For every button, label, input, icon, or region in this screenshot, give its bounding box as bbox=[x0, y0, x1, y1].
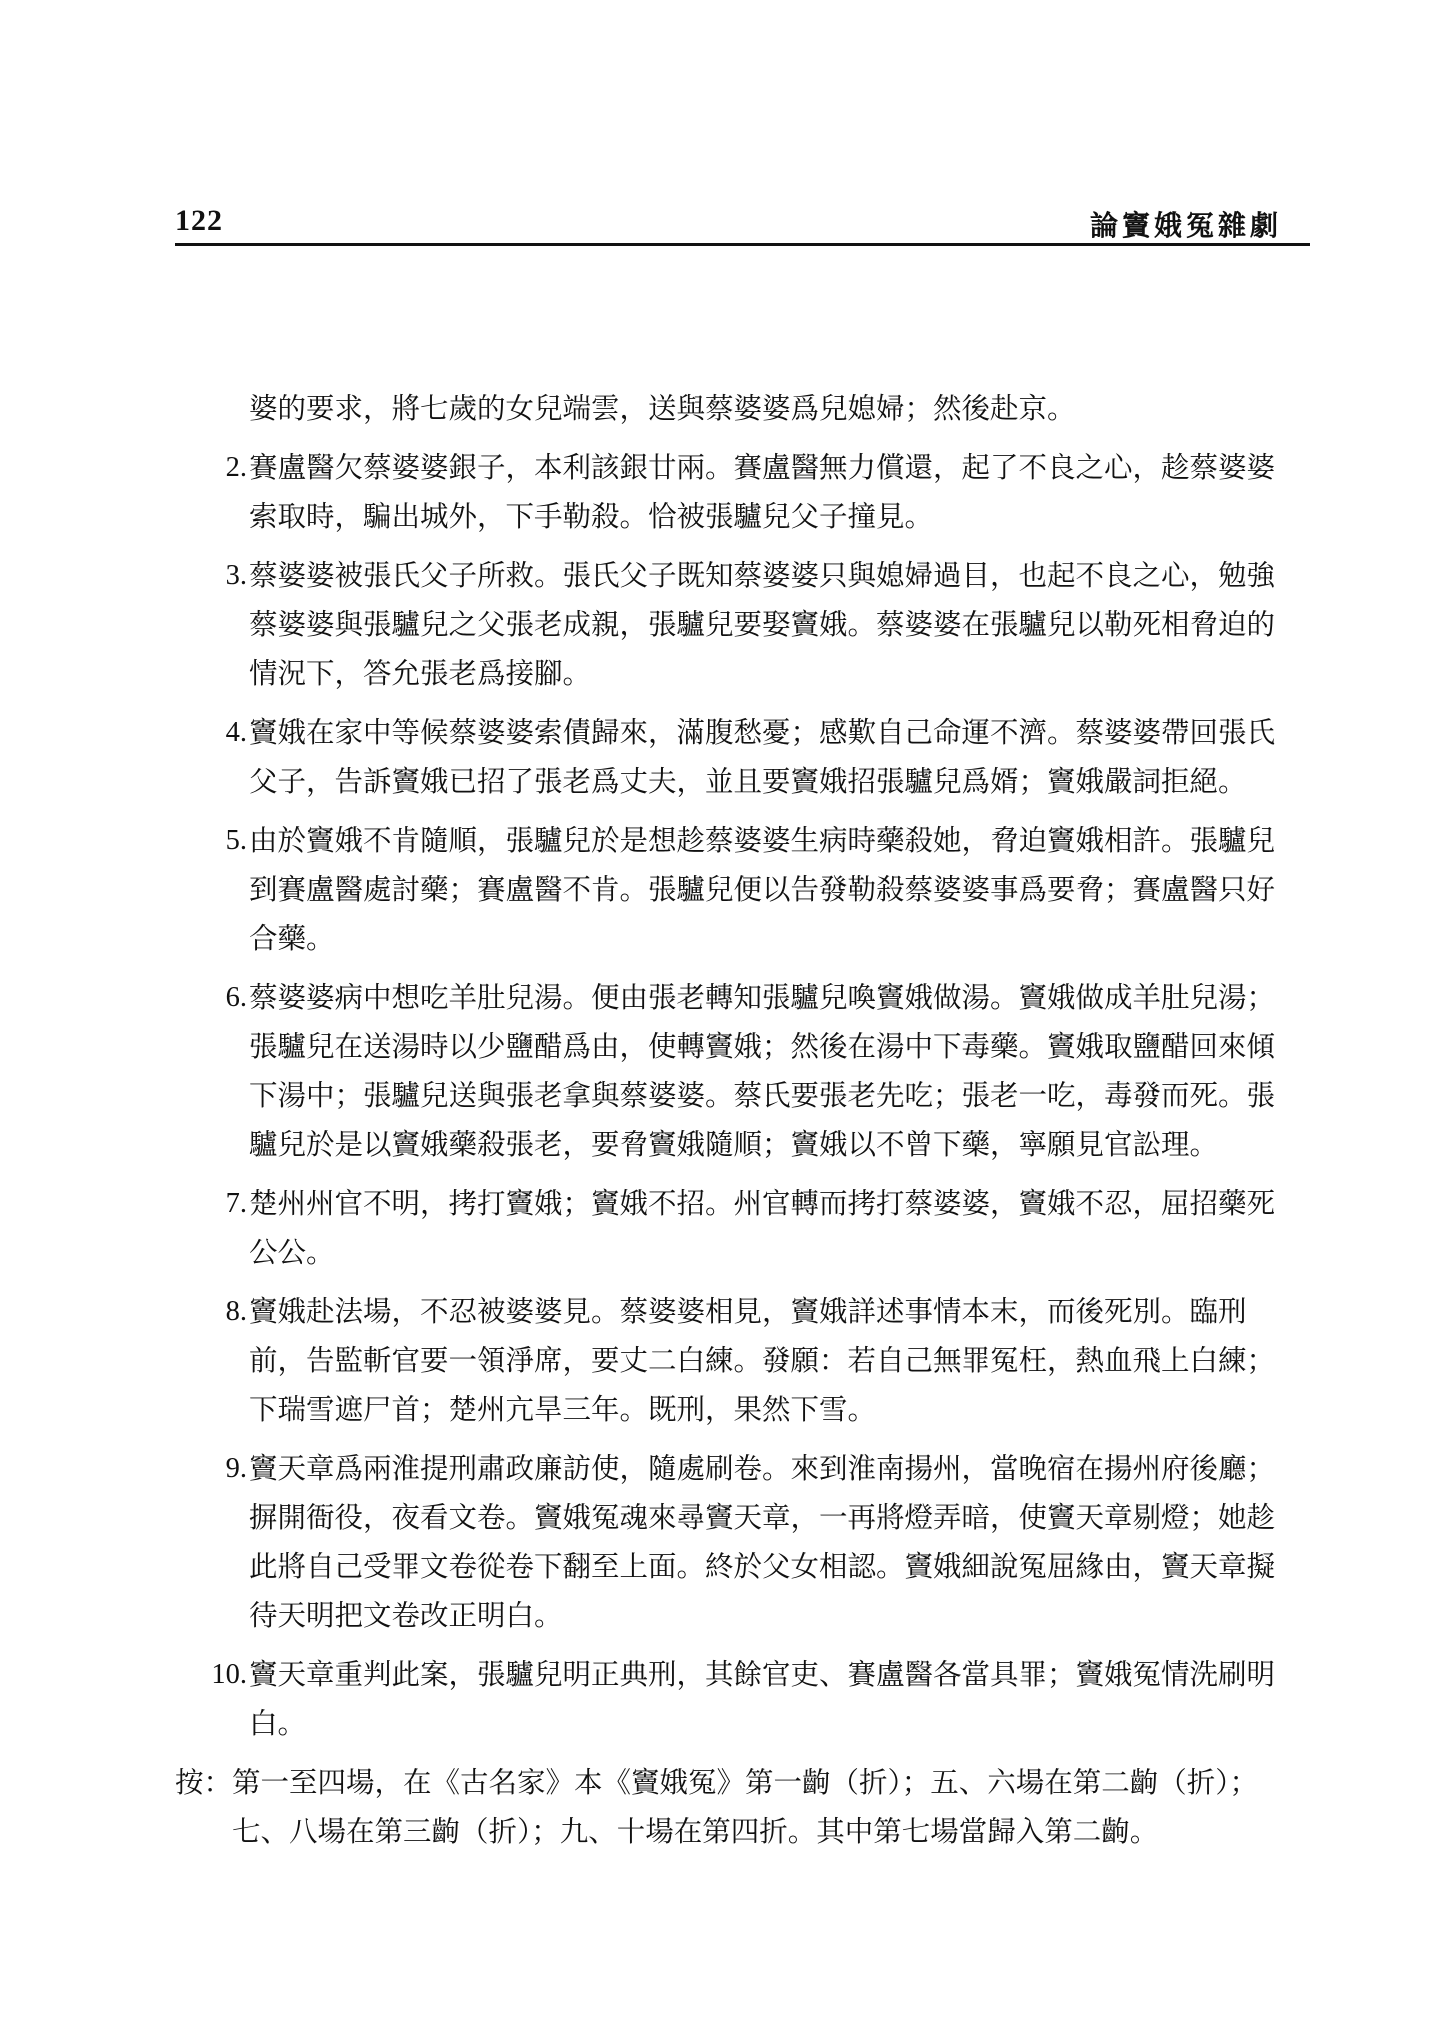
item-number: 8. bbox=[225, 1296, 247, 1327]
item-text: 蔡婆婆被張氏父子所救。張氏父子既知蔡婆婆只與媳婦過目，也起不良之心，勉強蔡婆婆與張驢兒之父張老成親，張驢兒要娶竇娥。蔡婆婆在張驢兒以勒死相脅迫的情況下，答允張老爲接腳。 bbox=[249, 559, 1276, 690]
note-label: 按： bbox=[175, 1766, 233, 1799]
list-item bbox=[175, 1650, 1285, 1748]
header-rule bbox=[175, 243, 1310, 246]
item-text: 由於竇娥不肯隨順，張驢兒於是想趁蔡婆婆生病時藥殺她，脅迫竇娥相許。張驢兒到賽盧醫處討藥；賽盧醫不肯。張驢兒便以告發勒殺蔡婆婆事爲要脅；賽盧醫只好合藥。 bbox=[249, 824, 1276, 955]
note-text: 第一至四場，在《古名家》本《竇娥冤》第一齣（折）；五、六場在第二齣（折）；七、八場在第三齣（折）；九、十場在第四折。其中第七場當歸入第二齣。 bbox=[232, 1766, 1259, 1848]
item-number: 10. bbox=[211, 1659, 247, 1690]
list-item bbox=[175, 1287, 1285, 1434]
plot-summary-list bbox=[175, 384, 1285, 1856]
editor-note bbox=[175, 1758, 1285, 1856]
item-text: 竇天章重判此案，張驢兒明正典刑，其餘官吏、賽盧醫各當具罪；竇娥冤情洗刷明白。 bbox=[249, 1658, 1276, 1740]
item-number: 3. bbox=[225, 560, 247, 591]
list-item bbox=[175, 816, 1285, 963]
item-number: 7. bbox=[225, 1188, 247, 1219]
item-text: 竇天章爲兩淮提刑肅政廉訪使，隨處刷卷。來到淮南揚州，當晚宿在揚州府後廳；摒開衙役，夜看文卷。竇娥冤魂來尋竇天章，一再將燈弄暗，使竇天章剔燈；她趁此將自己受罪文卷從卷下翻至上面。終於父女相認。竇娥細說冤屈緣由，竇天章擬待天明把文卷改正明白。 bbox=[249, 1452, 1276, 1632]
item-text: 蔡婆婆病中想吃羊肚兒湯。便由張老轉知張驢兒喚竇娥做湯。竇娥做成羊肚兒湯；張驢兒在送湯時以少鹽醋爲由，使轉竇娥；然後在湯中下毒藥。竇娥取鹽醋回來傾下湯中；張驢兒送與張老拿與蔡婆婆。蔡氏要張老先吃；張老一吃，毒發而死。張驢兒於是以竇娥藥殺張老，要脅竇娥隨順；竇娥以不曾下藥，寧願見官訟理。 bbox=[249, 981, 1276, 1161]
item-number: 4. bbox=[225, 717, 247, 748]
item-number: 5. bbox=[225, 825, 247, 856]
list-item bbox=[175, 1444, 1285, 1640]
page-header bbox=[175, 198, 1310, 246]
item-text: 竇娥赴法場，不忍被婆婆見。蔡婆婆相見，竇娥詳述事情本末，而後死別。臨刑前，告監斬官要一領淨席，要丈二白練。發願：若自己無罪冤枉，熱血飛上白練；下瑞雪遮尸首；楚州亢旱三年。既刑，果然下雪。 bbox=[249, 1295, 1276, 1426]
list-item bbox=[175, 551, 1285, 698]
list-item bbox=[175, 1179, 1285, 1277]
running-title: 論竇娥冤雜劇 bbox=[1089, 209, 1282, 242]
continued-item-text: 婆的要求，將七歲的女兒端雲，送與蔡婆婆爲兒媳婦；然後赴京。 bbox=[249, 392, 1076, 425]
list-item bbox=[175, 973, 1285, 1169]
list-item bbox=[175, 443, 1285, 541]
list-item bbox=[175, 708, 1285, 806]
item-text: 賽盧醫欠蔡婆婆銀子，本利該銀廿兩。賽盧醫無力償還，起了不良之心，趁蔡婆婆索取時，騙出城外，下手勒殺。恰被張驢兒父子撞見。 bbox=[249, 451, 1276, 533]
item-number: 2. bbox=[225, 452, 247, 483]
item-text: 竇娥在家中等候蔡婆婆索債歸來，滿腹愁憂；感歎自己命運不濟。蔡婆婆帶回張氏父子，告訴竇娥已招了張老爲丈夫，並且要竇娥招張驢兒爲婿；竇娥嚴詞拒絕。 bbox=[249, 716, 1276, 798]
page-number: 122 bbox=[175, 204, 223, 237]
item-number: 9. bbox=[225, 1453, 247, 1484]
item-text: 楚州州官不明，拷打竇娥；竇娥不招。州官轉而拷打蔡婆婆，竇娥不忍，屈招藥死公公。 bbox=[249, 1187, 1276, 1269]
item-number: 6. bbox=[225, 982, 247, 1013]
